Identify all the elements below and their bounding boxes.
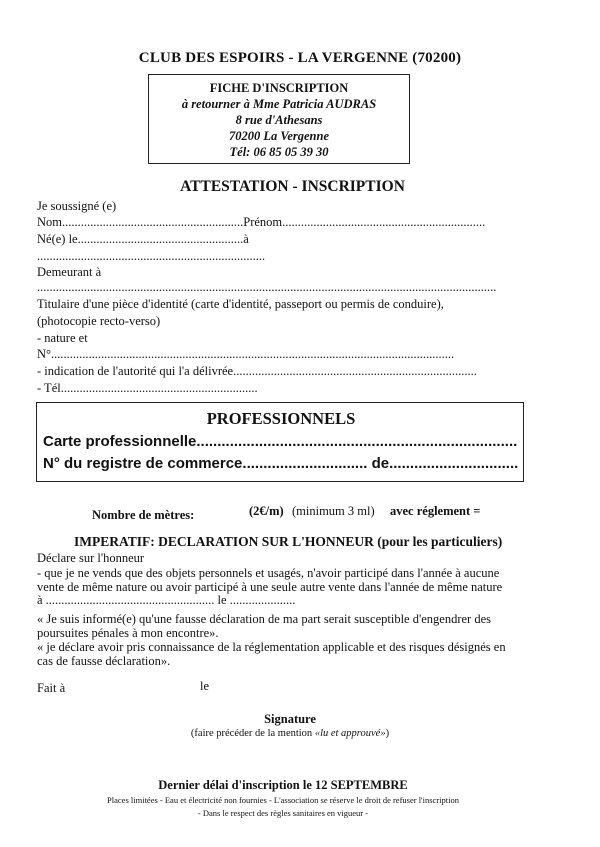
professionnels-box [36,402,524,482]
declaration-line: « je déclare avoir pris connaissance de la réglementation applicable et des risques désignés en [37,640,506,654]
carte-pro-field[interactable]: Carte professionnelle............................................................................. [43,433,518,450]
declaration-line: - que je ne vends que des objets personnels et usagés, n'avoir participé dans l'année à aucune [37,566,500,580]
naissance-lieu-field[interactable]: ......................................................................... [37,249,266,263]
declaration-line: « Je suis informé(e) qu'une fausse déclaration de ma part serait susceptible d'engendrer des [37,612,491,626]
soussigne-label: Je soussigné (e) [37,199,117,213]
address-box [148,74,410,164]
nature-label: - nature et [37,331,88,345]
footer-note-sanitaire: - Dans le respect des règles sanitaires en vigueur - [197,808,369,818]
adresse-field[interactable]: ................................................................................................................................................... [37,280,497,294]
declaration-line: vente de même nature ou avoir participé à une seule autre vente dans l'année de même nature [37,580,503,594]
lieu-date-field[interactable]: à ...................................................... le ..................... [37,593,296,607]
autorite-field[interactable]: - indication de l'autorité qui l'a délivrée.............................................................................. [37,364,477,378]
numero-field[interactable]: N°................................................................................................................................. [37,347,455,361]
form-title: FICHE D'INSCRIPTION [209,81,349,95]
telephone-field[interactable]: - Tél............................................................... [37,381,258,395]
metres-price: (2€/m) [249,504,284,518]
phone-line: Tél: 06 85 05 39 30 [229,145,329,159]
club-title: CLUB DES ESPOIRS - LA VERGENNE (70200) [138,50,462,66]
declare-label: Déclare sur l'honneur [37,551,145,565]
reglement-label: avec réglement = [390,504,481,518]
address-line: à retourner à Mme Patricia AUDRAS [181,97,377,111]
photocopie-label: (photocopie recto-verso) [37,314,161,328]
professionnels-title: PROFESSIONNELS [206,409,356,428]
registre-commerce-field[interactable]: N° du registre de commerce.............................. de............................... [43,455,519,472]
metres-minimum: (minimum 3 ml) [292,504,375,518]
footer-note: Places limitées - Eau et électricité non fournies - L'association se réserve le droit de refuser l'inscription [107,795,459,805]
nom-prenom-field[interactable]: Nom..........................................................Prénom................................................................. [37,215,486,229]
naissance-field[interactable]: Né(e) le.....................................................à [37,232,249,246]
declaration-title: IMPERATIF: DECLARATION SUR L'HONNEUR (pour les particuliers) [74,534,503,549]
signature-note: (faire précéder de la mention «lu et approuvé») [190,728,390,739]
attestation-title: ATTESTATION - INSCRIPTION [180,178,405,195]
metres-label: Nombre de mètres: [92,508,195,522]
declaration-line: poursuites pénales à mon encontre». [37,626,219,640]
fait-a-label: Fait à [37,681,66,695]
declaration-line: cas de fausse déclaration». [37,654,171,668]
deadline-text: Dernier délai d'inscription le 12 SEPTEMBRE [158,778,408,792]
demeurant-label: Demeurant à [37,265,102,279]
address-line: 8 rue d'Athesans [235,113,323,127]
address-line: 70200 La Vergenne [229,129,329,143]
signature-label: Signature [264,712,316,726]
piece-identite-label: Titulaire d'une pièce d'identité (carte d'identité, passeport ou permis de conduire), [37,297,444,311]
le-label: le [200,679,210,693]
